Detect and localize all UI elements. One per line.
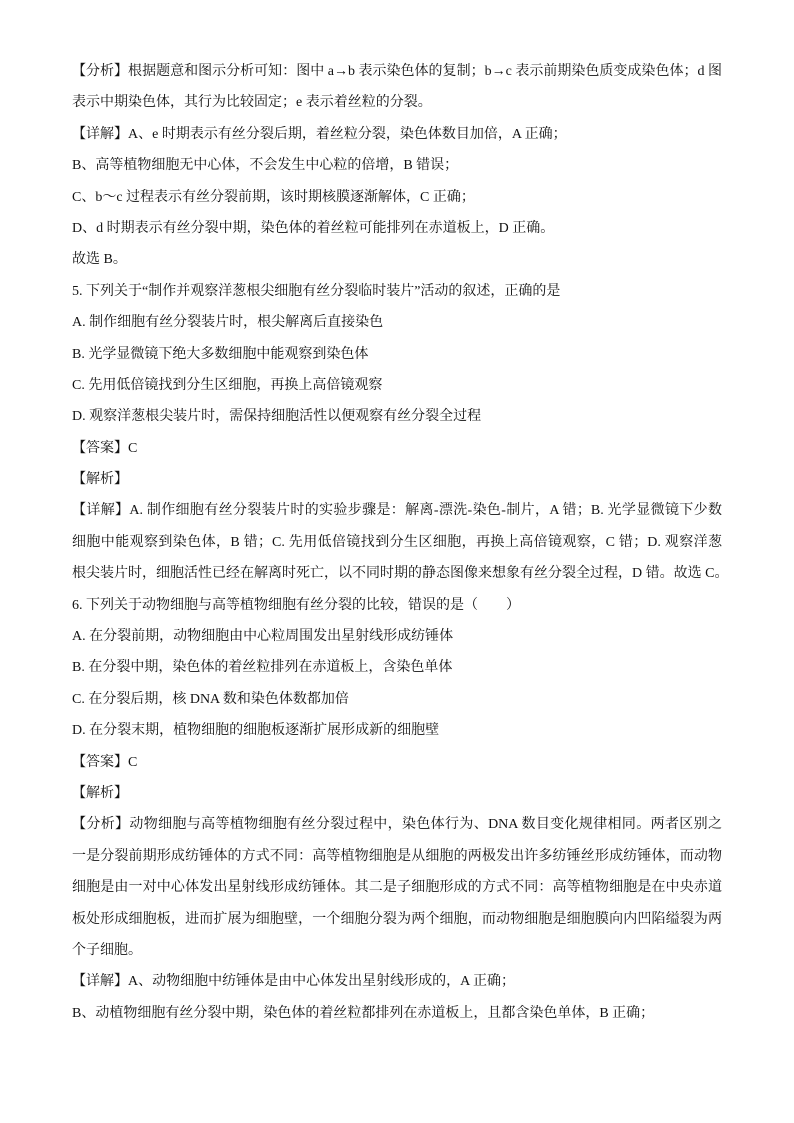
q6-explanation-label: 【解析】 <box>72 785 128 801</box>
q6-analysis-line: 细胞是由一对中心体发出星射线形成纺锤体。其二是子细胞形成的方式不同：高等植物细胞是在中央赤道 <box>72 880 722 896</box>
q4-analysis-line: 表示中期染色体，其行为比较固定；e 表示着丝粒的分裂。 <box>72 95 432 111</box>
q5-stem: 5. 下列关于“制作并观察洋葱根尖细胞有丝分裂临时装片”活动的叙述，正确的是 <box>72 283 561 299</box>
q5-option-a: A. 制作细胞有丝分裂装片时，根尖解离后直接染色 <box>72 315 384 331</box>
q6-analysis-line: 【分析】动物细胞与高等植物细胞有丝分裂过程中，染色体行为、DNA 数目变化规律相同。两者区别之 <box>72 817 722 833</box>
q5-option-b: B. 光学显微镜下绝大多数细胞中能观察到染色体 <box>72 346 369 362</box>
q5-explanation-label: 【解析】 <box>72 472 128 488</box>
q6-analysis-line: 板处形成细胞板，进而扩展为细胞壁，一个细胞分裂为两个细胞，而动物细胞是细胞膜向内凹陷缢裂为两 <box>72 911 722 927</box>
q6-option-a: A. 在分裂前期，动物细胞由中心粒周围发出星射线形成纺锤体 <box>72 629 454 645</box>
q5-option-d: D. 观察洋葱根尖装片时，需保持细胞活性以便观察有丝分裂全过程 <box>72 409 482 425</box>
q5-option-c: C. 先用低倍镜找到分生区细胞，再换上高倍镜观察 <box>72 377 383 393</box>
q4-detail-line: 【详解】A、e 时期表示有丝分裂后期，着丝粒分裂，染色体数目加倍，A 正确； <box>72 126 567 142</box>
q4-conclusion: 故选 B。 <box>72 252 127 268</box>
page-content <box>72 56 732 1029</box>
q5-detail-line: 【详解】A. 制作细胞有丝分裂装片时的实验步骤是：解离-漂洗-染色-制片，A 错；B. 光学显微镜下少数 <box>72 503 722 519</box>
question-6 <box>72 590 732 1029</box>
q4-detail-line: D、d 时期表示有丝分裂中期，染色体的着丝粒可能排列在赤道板上，D 正确。 <box>72 220 555 236</box>
q5-detail-line: 细胞中能观察到染色体，B 错；C. 先用低倍镜找到分生区细胞，再换上高倍镜观察，C 错；D. 观察洋葱 <box>72 534 722 550</box>
q6-analysis-line: 个子细胞。 <box>72 942 142 958</box>
q6-option-b: B. 在分裂中期，染色体的着丝粒排列在赤道板上，含染色单体 <box>72 660 453 676</box>
q4-detail-line: C、b～c 过程表示有丝分裂前期，该时期核膜逐渐解体，C 正确； <box>72 189 475 205</box>
q4-analysis-line: 【分析】根据题意和图示分析可知：图中 a→b 表示染色体的复制；b→c 表示前期染色质变成染色体；d 图 <box>72 64 722 79</box>
question-5 <box>72 276 732 590</box>
q4-detail-line: B、高等植物细胞无中心体，不会发生中心粒的倍增，B 错误； <box>72 158 459 174</box>
q5-detail-line: 根尖装片时，细胞活性已经在解离时死亡，以不同时期的静态图像来想象有丝分裂全过程，D 错。故选 C。 <box>72 566 729 582</box>
q5-answer: 【答案】C <box>72 440 138 456</box>
q6-detail-line: B、动植物细胞有丝分裂中期，染色体的着丝粒都排列在赤道板上，且都含染色单体，B 正确； <box>72 1005 655 1021</box>
q6-detail-line: 【详解】A、动物细胞中纺锤体是由中心体发出星射线形成的，A 正确； <box>72 974 515 990</box>
q6-analysis-line: 一是分裂前期形成纺锤体的方式不同：高等植物细胞是从细胞的两极发出许多纺锤丝形成纺锤体，而动物 <box>72 848 722 864</box>
q6-option-d: D. 在分裂末期，植物细胞的细胞板逐渐扩展形成新的细胞壁 <box>72 723 440 739</box>
q6-stem: 6. 下列关于动物细胞与高等植物细胞有丝分裂的比较，错误的是（ ） <box>72 597 520 613</box>
q6-answer: 【答案】C <box>72 754 138 770</box>
q6-option-c: C. 在分裂后期，核 DNA 数和染色体数都加倍 <box>72 691 349 707</box>
q4-solution-section <box>72 56 732 276</box>
